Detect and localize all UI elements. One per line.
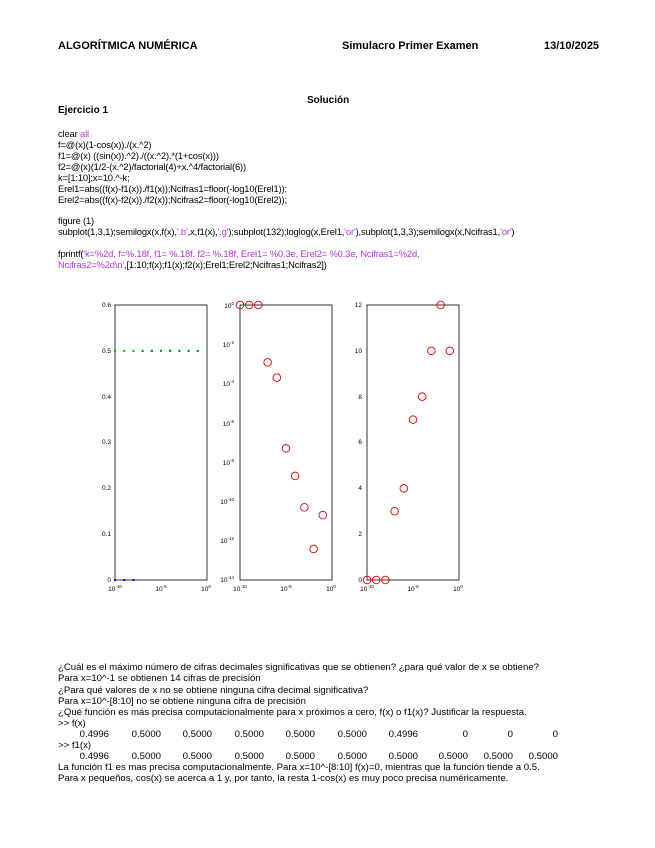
code-line-2: f=@(x)(1-cos(x))./(x.^2) xyxy=(58,139,152,150)
fx-value: 0.4996 xyxy=(79,729,109,740)
fx-value: 0.5000 xyxy=(131,729,161,740)
exam-title: Simulacro Primer Examen xyxy=(342,40,479,52)
plot2-ytick: $10^{-12}$ xyxy=(220,536,234,545)
plot1-ytick: 0.3 xyxy=(101,439,111,446)
plot1-xticks xyxy=(108,584,211,593)
fx-value: 0.5000 xyxy=(234,729,264,740)
plot2-point xyxy=(319,511,327,519)
f1x-value: 0.5000 xyxy=(131,751,161,762)
code-line-5: k=[1:10];x=10.^-k; xyxy=(58,172,130,183)
conclusion-1: La función f1 es mas precisa computacionalmente. Para x=10^-[8:10] f(x)=0, mientras que la función tiende a 0.5. xyxy=(58,762,540,773)
figure xyxy=(0,290,655,610)
question-3: ¿Qué función es más precisa computacionalmente para x próximos a cero, f(x) o f1(x)? Justificar la respuesta. xyxy=(58,707,527,718)
plot2-ytick: $10^{-14}$ xyxy=(220,575,234,584)
code-line-9: subplot(1,3,1);semilogx(x,f(x),'.b',x,f1(x),'.g');subplot(132);loglog(x,Erel1,'or'),subplot(1,3,3);semilogx(x,Ncifras1,'or') xyxy=(58,226,515,237)
fx-value: 0.5000 xyxy=(182,729,212,740)
plot2-point xyxy=(291,472,299,480)
course-title: ALGORÍTMICA NUMÉRICA xyxy=(58,40,198,52)
plot1-point xyxy=(197,350,199,352)
code-line-3: f1=@(x) ((sin(x)).^2)./((x.^2).*(1+cos(x))) xyxy=(58,150,219,161)
plot3-ytick: 8 xyxy=(358,394,362,401)
plot3-ytick: 0 xyxy=(358,577,362,584)
plot1-frame xyxy=(115,305,207,580)
plot2-point xyxy=(273,374,281,382)
question-2: ¿Para qué valores de x no se obtiene ninguna cifra decimal significativa? xyxy=(58,685,369,696)
plot1-xtick: $10^{-5}$ xyxy=(155,584,167,593)
plot1-ytick: 0.5 xyxy=(101,348,111,355)
plot3-point xyxy=(400,485,408,493)
plot1-xtick: $10^{-10}$ xyxy=(108,584,122,593)
plot3-point xyxy=(418,393,426,401)
fx-value: 0.5000 xyxy=(337,729,367,740)
plot3-ytick: 4 xyxy=(358,485,362,492)
solution-title: Solución xyxy=(307,95,350,106)
plot1-point xyxy=(132,350,134,352)
f1x-value: 0.5000 xyxy=(438,751,468,762)
plot2-xtick: $10^{-5}$ xyxy=(280,584,292,593)
plot3-xtick: $10^{-5}$ xyxy=(407,584,419,593)
answer-2: Para x=10^-[8:10] no se obtiene ninguna cifra de precisión xyxy=(58,696,306,707)
f1x-value: 0.5000 xyxy=(388,751,418,762)
keyword-all: all xyxy=(80,128,89,139)
plot3-frame xyxy=(367,305,459,580)
plot3-yticks xyxy=(355,302,363,584)
plot1-point xyxy=(123,579,125,581)
plot3-point xyxy=(428,347,436,355)
question-1: ¿Cuál es el máximo número de cifras decimales significativas que se obtienen? ¿para qué valor de x se obtiene? xyxy=(58,662,540,673)
plot2-point xyxy=(310,545,318,553)
plot1-xtick: $10^0$ xyxy=(201,584,211,593)
f1x-value: 0.5000 xyxy=(528,751,558,762)
plot1-point xyxy=(151,350,153,352)
plot2-ytick: $10^{-10}$ xyxy=(220,497,234,506)
code-line-6: Erel1=abs((f(x)-f1(x))./f1(x));Ncifras1=floor(-log10(Erel1)); xyxy=(58,183,287,194)
code-line-4: f2=@(x)(1/2-(x.^2)/factorial(4)+x.^4/factorial(6)) xyxy=(58,161,246,172)
plot1-point xyxy=(169,350,171,352)
fx-value: 0 xyxy=(552,729,558,740)
plot1-point xyxy=(114,350,116,352)
code-line-11: Ncifras2=%2d\n',[1:10;f(x);f1(x);f2(x);Erel1;Erel2;Ncifras1;Ncifras2]) xyxy=(58,259,327,270)
plot2-yticks xyxy=(220,301,234,584)
code-line-1: clear all xyxy=(58,128,89,139)
f1x-value: 0.4996 xyxy=(79,751,109,762)
plot2-xtick: $10^{-10}$ xyxy=(233,584,247,593)
conclusion-2: Para x pequeños, cos(x) se acerca a 1 y, por tanto, la resta 1-cos(x) es muy poco precisa numéricamente. xyxy=(58,773,509,784)
f1x-value: 0.5000 xyxy=(285,751,315,762)
plot2-point xyxy=(282,445,290,453)
plot3-point xyxy=(391,507,399,515)
code-line-8: figure (1) xyxy=(58,215,95,226)
plot3-xtick: $10^0$ xyxy=(453,584,463,593)
plot2-frame xyxy=(240,305,332,580)
fx-values-row xyxy=(58,729,578,740)
plot2-ytick: $10^{-6}$ xyxy=(222,419,234,428)
plot1-point xyxy=(114,579,116,581)
plot2-xtick: $10^0$ xyxy=(326,584,336,593)
plot1-ytick: 0.1 xyxy=(101,531,111,538)
plot3-ytick: 12 xyxy=(354,302,362,309)
plot1-point xyxy=(178,350,180,352)
plot2-point xyxy=(301,504,309,512)
fx-value: 0.5000 xyxy=(285,729,315,740)
plot3-point xyxy=(446,347,454,355)
plot1-ytick: 0.6 xyxy=(101,302,111,309)
plot3-point xyxy=(409,416,417,424)
code-line-10: fprintf('k=%2d, f=%.18f, f1= %.18f, f2= %.18f, Erel1= %0.3e, Erel2= %0.3e, Ncifras1=%2d, xyxy=(58,248,420,259)
f1x-value: 0.5000 xyxy=(337,751,367,762)
plot2-ytick: $10^{-2}$ xyxy=(222,340,234,349)
chart-marks xyxy=(114,301,454,584)
plot2-ytick: $10^{-4}$ xyxy=(222,379,234,388)
plot1-ytick: 0.2 xyxy=(101,485,111,492)
plot1-point xyxy=(123,350,125,352)
plot2-ytick: $10^0$ xyxy=(224,301,234,310)
plot2-point xyxy=(264,359,272,367)
fx-value: 0 xyxy=(507,729,513,740)
exercise-title: Ejercicio 1 xyxy=(58,105,109,116)
plot1-point xyxy=(132,579,134,581)
plot1-ytick: 0 xyxy=(107,577,111,584)
f1x-value: 0.5000 xyxy=(483,751,513,762)
f1x-value: 0.5000 xyxy=(234,751,264,762)
exam-date: 13/10/2025 xyxy=(544,40,600,52)
prompt-f1x: >> f1(x) xyxy=(58,740,92,751)
answer-1: Para x=10^-1 se obtienen 14 cifras de precisión xyxy=(58,673,261,684)
code-line-7: Erel2=abs((f(x)-f2(x))./f2(x));Ncifras2=floor(-log10(Erel2)); xyxy=(58,194,287,205)
f1x-values-row xyxy=(58,751,578,762)
plot1-point xyxy=(160,350,162,352)
fx-value: 0 xyxy=(462,729,468,740)
plot1-ytick: 0.4 xyxy=(101,394,111,401)
plot3-xtick: $10^{-10}$ xyxy=(360,584,374,593)
plot2-ytick: $10^{-8}$ xyxy=(222,458,234,467)
prompt-fx: >> f(x) xyxy=(58,718,86,729)
plot1-point xyxy=(188,350,190,352)
fx-value: 0.4996 xyxy=(388,729,418,740)
plot3-ytick: 6 xyxy=(358,439,362,446)
plot1-yticks xyxy=(102,302,111,584)
plot3-ytick: 2 xyxy=(358,531,362,538)
plot2-xticks xyxy=(233,584,336,593)
plot3-xticks xyxy=(360,584,463,593)
f1x-value: 0.5000 xyxy=(182,751,212,762)
plot1-point xyxy=(142,350,144,352)
plot3-ytick: 10 xyxy=(354,348,362,355)
